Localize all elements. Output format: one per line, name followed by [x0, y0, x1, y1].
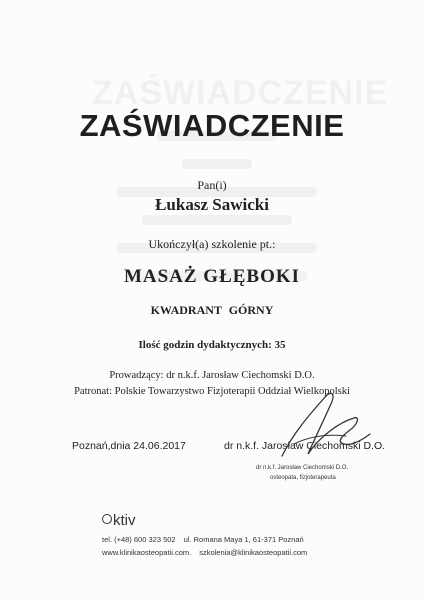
signatory-name: dr n.k.f. Jarosław Ciechomski D.O.: [224, 440, 386, 452]
course-subtitle: KWADRANT GÓRNY: [150, 303, 274, 317]
contact-info: [102, 533, 307, 559]
completed-text: Ukończył(a) szkolenie pt.:: [148, 237, 276, 251]
stamp-role: osteopata, fizjoterapeuta: [270, 475, 336, 481]
logo-text: ktiv: [113, 512, 136, 529]
handwritten-signature: [250, 384, 380, 464]
watermark-title: ZAŚWIADCZENIE: [92, 74, 389, 112]
course-title: MASAŻ GŁĘBOKI: [123, 266, 301, 287]
didactic-hours: Ilość godzin dydaktycznych: 35: [138, 339, 286, 351]
logo-mark-icon: [102, 514, 112, 524]
patron-line: Patronat: Polskie Towarzystwo Fizjoterapii Oddział Wielkopolski: [74, 386, 350, 397]
phone-number: tel. (+48) 600 323 502: [102, 535, 176, 544]
website-link[interactable]: www.klinikaosteopatii.com.: [102, 548, 192, 557]
address: ul. Romana Maya 1, 61-371 Poznań: [183, 535, 304, 544]
aktiv-logo: [102, 512, 136, 529]
certificate-title: ZAŚWIADCZENIE: [79, 108, 345, 143]
salutation: Pan(i): [197, 178, 227, 192]
stamp-name: dr n.k.f. Jarosław Ciechomski D.O.: [256, 465, 349, 471]
recipient-name: Łukasz Sawicki: [155, 195, 269, 214]
lecturer-line: Prowadzący: dr n.k.f. Jarosław Ciechomski D.O.: [109, 370, 315, 381]
signature-stamp: [256, 463, 348, 483]
email-link[interactable]: szkolenia@klinikaosteopatii.com: [199, 548, 308, 557]
place-and-date: Poznań,dnia 24.06.2017: [72, 440, 186, 452]
